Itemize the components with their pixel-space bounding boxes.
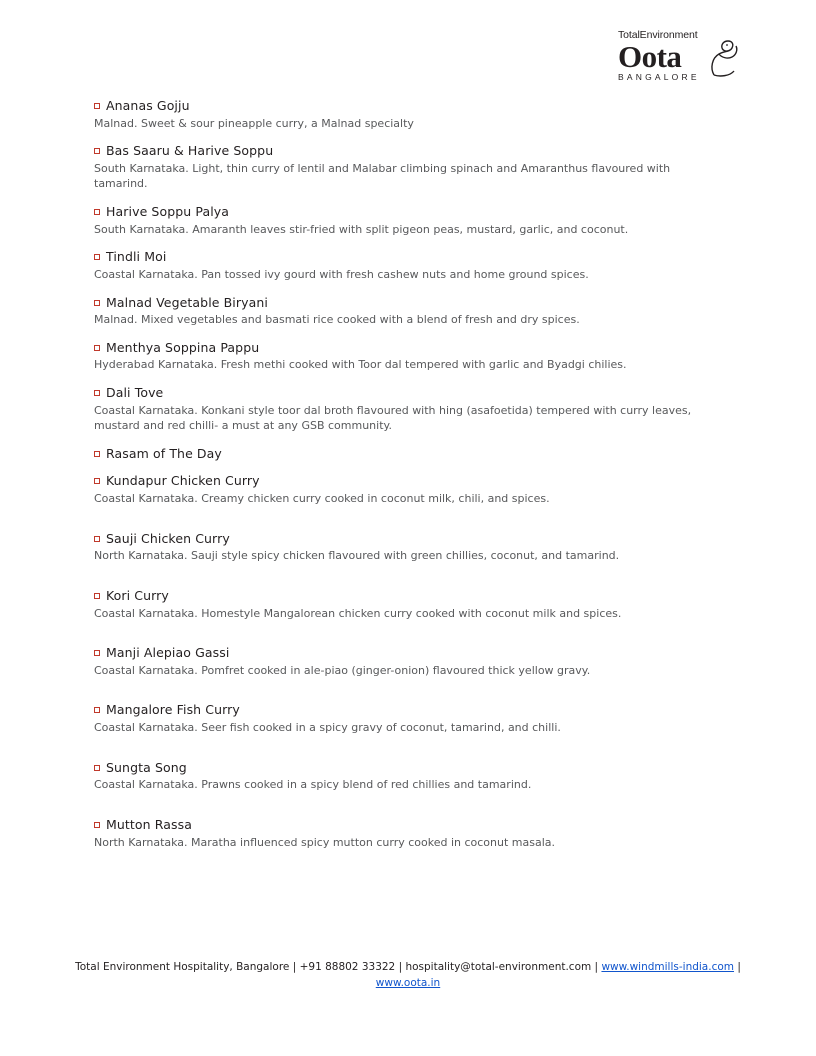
menu-item-description: North Karnataka. Sauji style spicy chicken flavoured with green chillies, coconut, and tamarind. (94, 549, 620, 563)
menu-item-description: North Karnataka. Maratha influenced spicy mutton curry cooked in coconut masala. (94, 835, 556, 849)
menu-item (94, 702, 734, 735)
page-footer (0, 960, 816, 991)
menu-item-title-row (94, 760, 734, 776)
menu-item-name: Mutton Rassa (106, 816, 193, 832)
menu-item-description: South Karnataka. Light, thin curry of lentil and Malabar climbing spinach and Amaranthus flavoured with tamarind. (94, 161, 671, 191)
menu-item-name: Ananas Gojju (106, 98, 190, 113)
menu-item-description: South Karnataka. Amaranth leaves stir-fried with split pigeon peas, mustard, garlic, and coconut. (94, 222, 629, 236)
menu-item-title-row (94, 645, 734, 661)
menu-item (94, 645, 734, 678)
menu-item (94, 143, 734, 192)
square-bullet-icon (94, 822, 100, 828)
menu-item-name: Mangalore Fish Curry (106, 702, 240, 718)
menu-item-title-row (94, 340, 734, 356)
footer-link-windmills[interactable]: www.windmills-india.com (601, 961, 735, 973)
square-bullet-icon (94, 478, 100, 484)
square-bullet-icon (94, 765, 100, 771)
menu-item (94, 817, 734, 850)
menu-item-title-row (94, 385, 734, 401)
square-bullet-icon (94, 345, 100, 351)
squirrel-logo-icon (708, 38, 744, 82)
menu-list (94, 98, 734, 874)
menu-item-name: Bas Saaru & Harive Soppu (106, 143, 274, 159)
menu-item-name: Sungta Song (106, 759, 187, 775)
menu-item (94, 588, 734, 621)
menu-item (94, 385, 734, 434)
menu-item-name: Kundapur Chicken Curry (106, 473, 260, 489)
footer-link-oota[interactable]: www.oota.in (375, 977, 441, 990)
menu-item (94, 531, 734, 564)
menu-item-description: Coastal Karnataka. Pan tossed ivy gourd with fresh cashew nuts and home ground spices. (94, 267, 589, 281)
menu-item (94, 98, 734, 131)
footer-contact-text: Total Environment Hospitality, Bangalore | +91 88802 33322 | hospitality@total-environment.com | (75, 961, 599, 973)
square-bullet-icon (94, 209, 100, 215)
menu-item-name: Tindli Moi (106, 249, 167, 265)
menu-item-description: Coastal Karnataka. Seer fish cooked in a spicy gravy of coconut, tamarind, and chilli. (94, 721, 561, 735)
menu-item (94, 295, 734, 328)
menu-item-description: Coastal Karnataka. Konkani style toor dal broth flavoured with hing (asafoetida) tempered with curry leaves, mustard and red chilli- a must at any GSB community. (94, 403, 692, 433)
menu-item-title-row (94, 249, 734, 265)
menu-item-name: Menthya Soppina Pappu (106, 339, 260, 355)
menu-item-description: Coastal Karnataka. Homestyle Mangalorean chicken curry cooked with coconut milk and spices. (94, 606, 622, 620)
menu-item (94, 340, 734, 373)
square-bullet-icon (94, 300, 100, 306)
square-bullet-icon (94, 451, 100, 457)
brand-logo (618, 30, 768, 82)
square-bullet-icon (94, 254, 100, 260)
square-bullet-icon (94, 390, 100, 396)
menu-item-name: Kori Curry (106, 587, 169, 603)
menu-item-description: Hyderabad Karnataka. Fresh methi cooked with Toor dal tempered with garlic and Byadgi chilies. (94, 358, 627, 372)
menu-item-name: Rasam of The Day (106, 445, 222, 461)
square-bullet-icon (94, 103, 100, 109)
menu-item-name: Malnad Vegetable Biryani (106, 294, 268, 310)
menu-item-title-row (94, 531, 734, 547)
menu-item-description: Malnad. Sweet & sour pineapple curry, a Malnad specialty (94, 116, 414, 130)
menu-item-description: Coastal Karnataka. Pomfret cooked in ale-piao (ginger-onion) flavoured thick yellow gravy. (94, 663, 591, 677)
menu-item-name: Harive Soppu Palya (106, 204, 230, 220)
square-bullet-icon (94, 593, 100, 599)
menu-item (94, 446, 734, 462)
menu-item (94, 204, 734, 237)
menu-item-title-row (94, 446, 734, 462)
logo-brand-name: Oota (618, 38, 682, 74)
menu-item-title-row (94, 702, 734, 718)
menu-item (94, 249, 734, 282)
menu-item-title-row (94, 204, 734, 220)
menu-item-title-row (94, 817, 734, 833)
logo-city: BANGALORE (618, 71, 700, 82)
menu-item-name: Dali Tove (106, 385, 164, 401)
menu-item-title-row (94, 143, 734, 159)
menu-item-title-row (94, 295, 734, 311)
square-bullet-icon (94, 650, 100, 656)
square-bullet-icon (94, 148, 100, 154)
footer-separator: | (737, 961, 741, 973)
menu-item-name: Manji Alepiao Gassi (106, 645, 230, 661)
menu-item-title-row (94, 98, 734, 114)
logo-total-environment: TotalEnvironment (618, 29, 698, 41)
menu-item (94, 473, 734, 506)
menu-item-name: Sauji Chicken Curry (106, 530, 230, 546)
menu-item-description: Coastal Karnataka. Prawns cooked in a spicy blend of red chillies and tamarind. (94, 778, 532, 792)
square-bullet-icon (94, 536, 100, 542)
menu-item-description: Malnad. Mixed vegetables and basmati rice cooked with a blend of fresh and dry spices. (94, 313, 580, 327)
menu-item-title-row (94, 473, 734, 489)
menu-item-description: Coastal Karnataka. Creamy chicken curry cooked in coconut milk, chili, and spices. (94, 492, 550, 506)
menu-item-title-row (94, 588, 734, 604)
menu-item (94, 760, 734, 793)
square-bullet-icon (94, 707, 100, 713)
